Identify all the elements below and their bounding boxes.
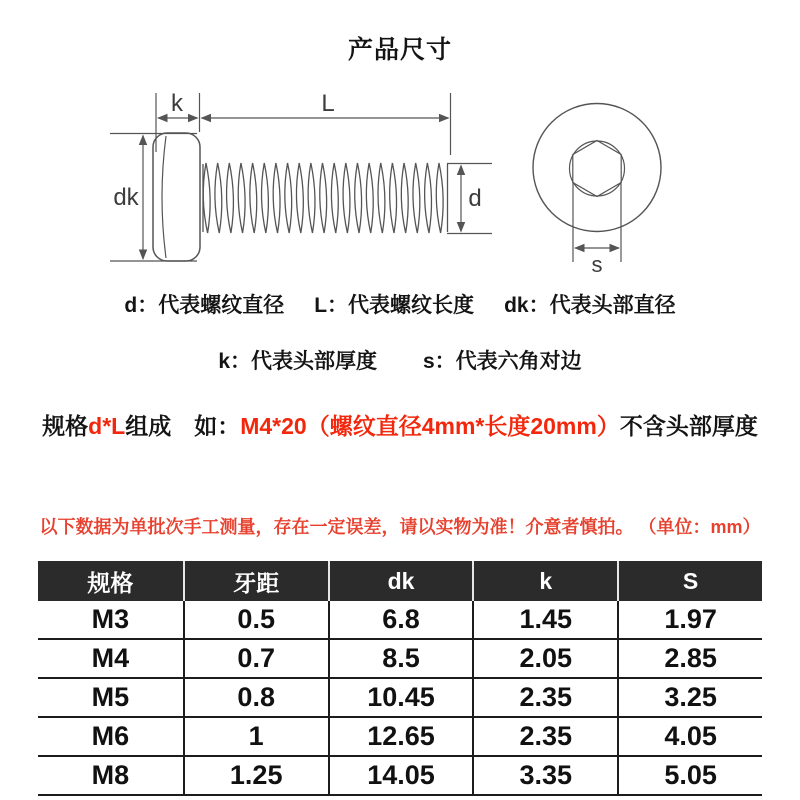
k-label: k — [171, 90, 183, 117]
table-cell: 0.7 — [183, 640, 328, 679]
hex-socket — [573, 141, 621, 197]
table-cell: 8.5 — [328, 640, 473, 679]
table-cell: M6 — [38, 718, 183, 757]
page-title: 产品尺寸 — [347, 36, 452, 64]
column-header-pitch: 牙距 — [183, 561, 328, 601]
table-cell: M5 — [38, 679, 183, 718]
legend-dk: dk：代表头部直径 — [504, 294, 676, 317]
column-header-s: S — [617, 561, 762, 601]
table-cell: 10.45 — [328, 679, 473, 718]
spec-segment: 规格 — [42, 413, 89, 439]
table-cell: 0.5 — [183, 601, 328, 640]
table-cell: 1.97 — [617, 601, 762, 640]
column-header-dk: dk — [328, 561, 473, 601]
s-label: s — [591, 252, 603, 277]
screw-head-outline — [153, 133, 200, 261]
spec-example-highlight: M4*20（螺纹直径4mm*长度20mm） — [240, 413, 620, 439]
table-cell: 2.05 — [472, 640, 617, 679]
measurement-disclaimer: 以下数据为单批次手工测量，存在一定误差，请以实物为准！介意者慎拍。 （单位：mm） — [39, 517, 761, 537]
table-cell: 2.35 — [472, 718, 617, 757]
column-header-spec: 规格 — [38, 561, 183, 601]
legend-s: s：代表六角对边 — [423, 350, 582, 373]
table-cell: 3.25 — [617, 679, 762, 718]
table-cell: 1.25 — [183, 757, 328, 796]
table-cell: 12.65 — [328, 718, 473, 757]
table-cell: 4.05 — [617, 718, 762, 757]
table-cell: 2.85 — [617, 640, 762, 679]
table-cell: M4 — [38, 640, 183, 679]
spec-segment: 组成 如： — [125, 413, 241, 439]
legend-k: k：代表头部厚度 — [218, 350, 377, 373]
spec-naming-rule — [0, 408, 800, 441]
table-cell: M3 — [38, 601, 183, 640]
dimension-spec-table — [38, 561, 762, 796]
L-label: L — [321, 90, 335, 117]
table-cell: 14.05 — [328, 757, 473, 796]
dk-label: dk — [113, 184, 139, 211]
spec-segment: 不含头部厚度 — [619, 413, 758, 439]
screw-threads — [203, 163, 448, 233]
column-header-k: k — [472, 561, 617, 601]
screw-head-face-line — [162, 136, 166, 258]
screw-dimension-diagram — [0, 80, 800, 290]
legend-L: L：代表螺纹长度 — [314, 294, 475, 317]
table-cell: 1.45 — [472, 601, 617, 640]
legend-line-2 — [0, 345, 800, 375]
table-cell: 2.35 — [472, 679, 617, 718]
table-cell: 6.8 — [328, 601, 473, 640]
head-outer-circle — [533, 104, 661, 232]
table-cell: 0.8 — [183, 679, 328, 718]
legend-d: d：代表螺纹直径 — [124, 294, 285, 317]
table-cell: 1 — [183, 718, 328, 757]
spec-segment-highlight: d*L — [88, 413, 126, 439]
screw-top-view — [533, 104, 661, 263]
d-label: d — [468, 185, 482, 212]
socket-inner-circle — [570, 141, 625, 196]
table-cell: M8 — [38, 757, 183, 796]
table-cell: 5.05 — [617, 757, 762, 796]
table-cell: 3.35 — [472, 757, 617, 796]
legend-line-1 — [0, 289, 800, 319]
screw-side-view — [153, 133, 448, 261]
